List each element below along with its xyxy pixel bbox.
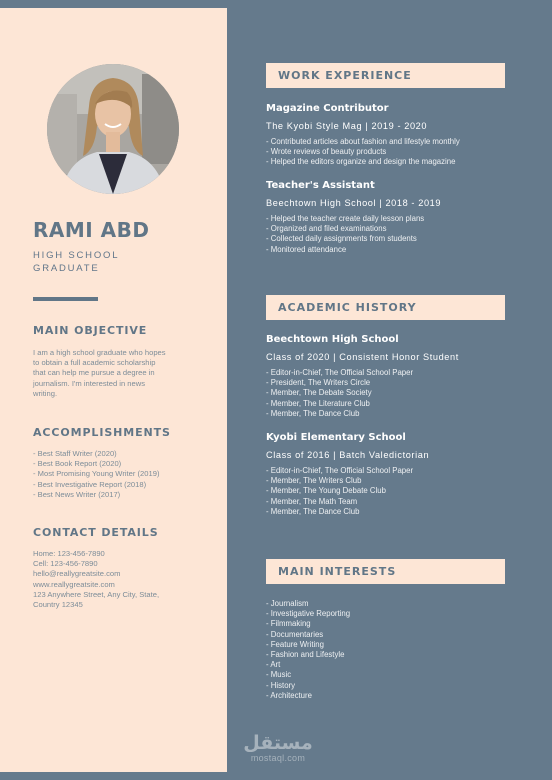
list-item: - Member, The Writers Club [266, 476, 362, 486]
objective-line: I am a high school graduate who hopes [33, 348, 166, 357]
objective-line: journalism. I'm interested in news [33, 378, 146, 388]
contact-line: www.reallygreatsite.com [33, 579, 115, 589]
list-item: - Editor-in-Chief, The Official School Paper [266, 466, 414, 475]
list-item: - Wrote reviews of beauty products [266, 147, 387, 157]
contact-line: Cell: 123-456-7890 [33, 559, 98, 569]
contact-line: Home: 123-456-7890 [33, 549, 105, 558]
watermark-logo [240, 733, 316, 763]
list-item: - Member, The Debate Society [266, 388, 372, 398]
work-experience-heading: WORK EXPERIENCE [266, 63, 505, 88]
interests-list [266, 599, 516, 701]
list-item: - Collected daily assignments from students [266, 234, 417, 244]
contact-line: hello@reallygreatsite.com [33, 569, 121, 579]
objective-heading: MAIN OBJECTIVE [33, 324, 148, 337]
contact-line: 123 Anywhere Street, Any City, State, [33, 589, 160, 599]
contact-line: Country 12345 [33, 600, 83, 610]
list-item: - Monitored attendance [266, 244, 347, 254]
candidate-name: RAMI ABD [33, 218, 150, 242]
job-title: Magazine Contributor [266, 103, 389, 114]
job-duties [266, 137, 516, 168]
school-subtitle: Class of 2020 | Consistent Honor Student [266, 352, 459, 362]
list-item: - Member, The Math Team [266, 496, 358, 506]
accomplishments-list [33, 449, 203, 500]
subtitle-line: HIGH SCHOOL [33, 250, 120, 261]
portrait-image [47, 64, 179, 194]
list-item: - History [266, 680, 296, 690]
job-title: Teacher's Assistant [266, 180, 375, 191]
list-item: - Filmmaking [266, 619, 311, 629]
watermark-latin: mostaql.com [250, 753, 306, 763]
subtitle-line: GRADUATE [33, 263, 100, 274]
contact-details [33, 549, 203, 610]
list-item: - Documentaries [266, 629, 324, 639]
school-subtitle: Class of 2016 | Batch Valedictorian [266, 450, 430, 460]
list-item: - President, The Writers Circle [266, 378, 371, 388]
objective-line: that can help me pursue a degree in [33, 368, 155, 378]
school-title: Beechtown High School [266, 334, 399, 345]
list-item: - Best Staff Writer (2020) [33, 449, 117, 458]
list-item: - Most Promising Young Writer (2019) [33, 469, 160, 479]
candidate-subtitle [33, 249, 183, 275]
list-item: - Investigative Reporting [266, 609, 351, 619]
list-item: - Organized and filed examinations [266, 224, 387, 234]
contact-heading: CONTACT DETAILS [33, 526, 159, 539]
list-item: - Fashion and Lifestyle [266, 650, 345, 660]
list-item: - Music [266, 670, 292, 680]
list-item: - Contributed articles about fashion and lifestyle monthly [266, 137, 460, 146]
objective-line: to obtain a full academic scholarship [33, 358, 156, 368]
list-item: - Member, The Dance Club [266, 408, 360, 418]
list-item: - Best Investigative Report (2018) [33, 479, 147, 489]
list-item: - Best News Writer (2017) [33, 489, 121, 499]
school-activities [266, 368, 516, 419]
profile-photo [47, 64, 179, 194]
list-item: - Member, The Literature Club [266, 398, 370, 408]
list-item: - Art [266, 660, 281, 670]
job-subtitle: The Kyobi Style Mag | 2019 - 2020 [266, 121, 428, 131]
list-item: - Helped the editors organize and design the magazine [266, 157, 456, 167]
list-item: - Helped the teacher create daily lesson plans [266, 214, 425, 223]
list-item: - Feature Writing [266, 639, 324, 649]
objective-text [33, 348, 203, 399]
list-item: - Member, The Dance Club [266, 506, 360, 516]
list-item: - Best Book Report (2020) [33, 459, 122, 469]
divider [33, 297, 98, 301]
academic-history-heading: ACADEMIC HISTORY [266, 295, 505, 320]
list-item: - Architecture [266, 690, 312, 700]
job-subtitle: Beechtown High School | 2018 - 2019 [266, 198, 442, 208]
list-item: - Member, The Young Debate Club [266, 486, 386, 496]
school-title: Kyobi Elementary School [266, 432, 406, 443]
list-item: - Journalism [266, 599, 309, 608]
school-activities [266, 466, 516, 517]
job-duties [266, 214, 516, 255]
accomplishments-heading: ACCOMPLISHMENTS [33, 426, 171, 439]
objective-line: writing. [33, 388, 58, 398]
watermark-arabic: مستقل [243, 732, 313, 754]
main-interests-heading: MAIN INTERESTS [266, 559, 505, 584]
list-item: - Editor-in-Chief, The Official School Paper [266, 368, 414, 377]
